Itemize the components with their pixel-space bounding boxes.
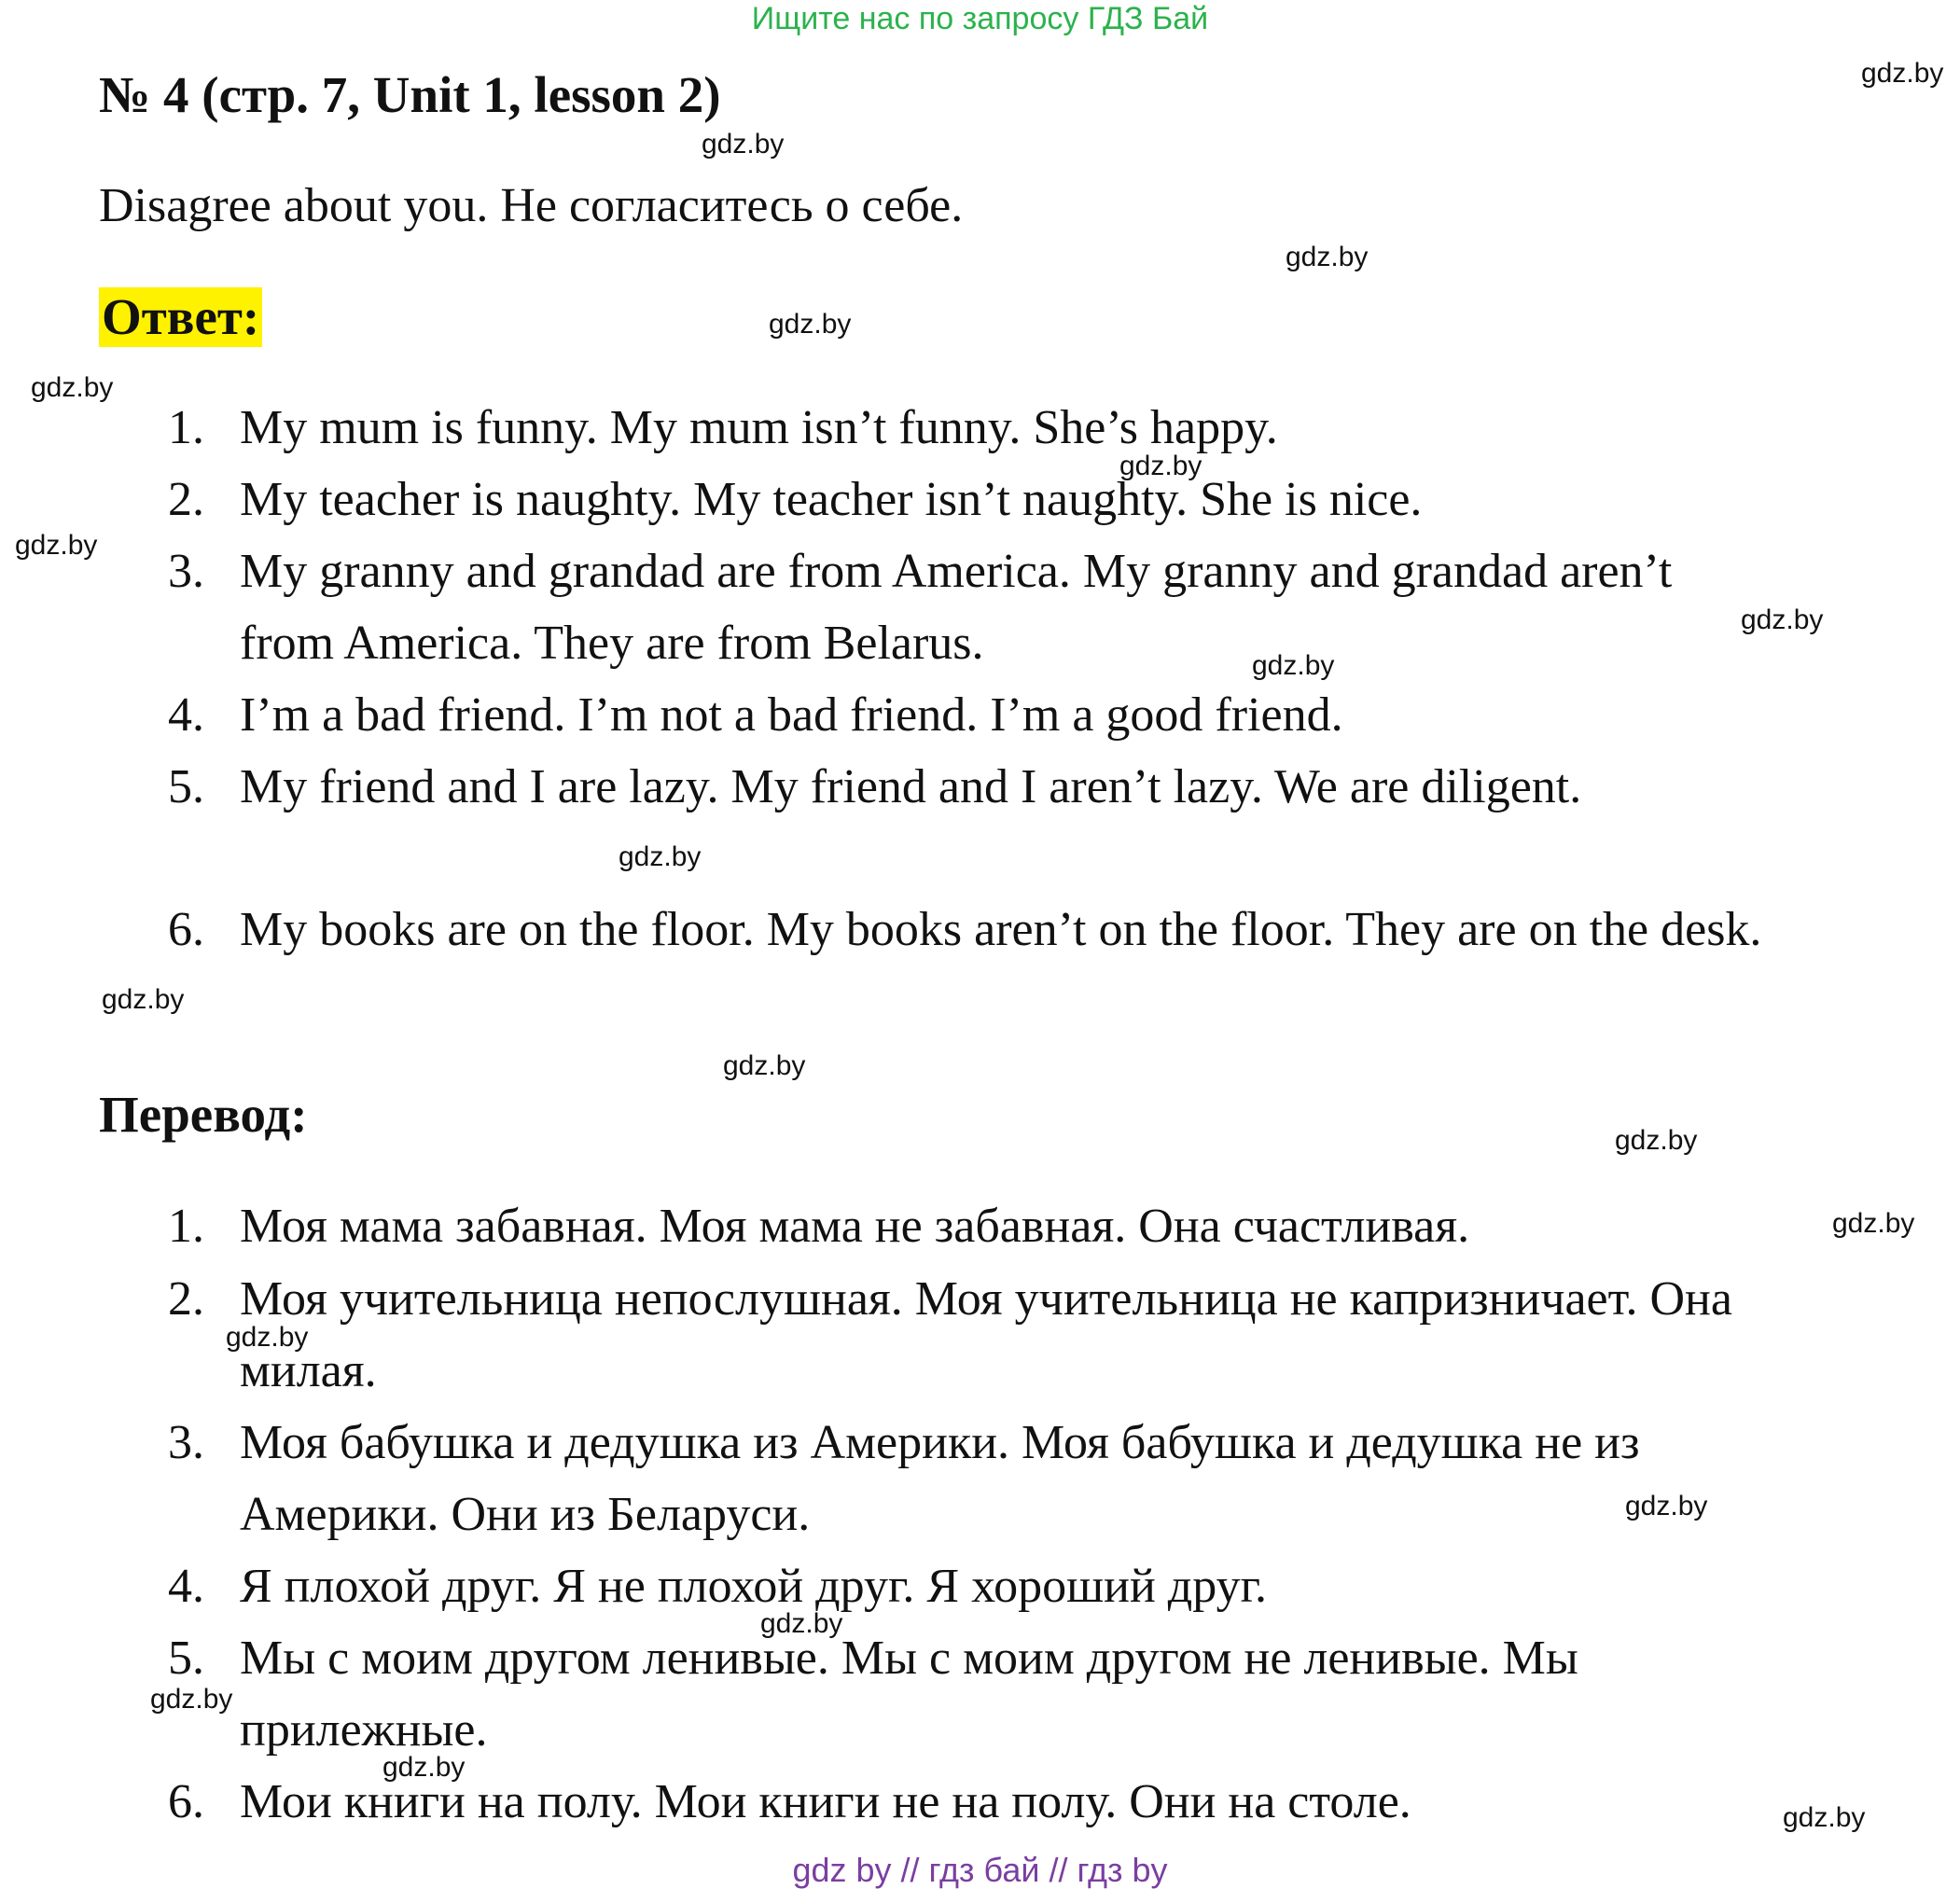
watermark: gdz.by [382, 1752, 466, 1783]
translation-text: Мы с моим другом ленивые. Мы с моим другом не ленивые. Мы прилежные. [240, 1632, 1578, 1757]
translation-text: Моя учительница непослушная. Моя учительница не капризничает. Она милая. [240, 1272, 1732, 1397]
exercise-title: № 4 (стр. 7, Unit 1, lesson 2) [99, 66, 721, 123]
answer-number: 3. [168, 545, 204, 598]
translation-text: Моя мама забавная. Моя мама не забавная. Она счастливая. [240, 1200, 1470, 1253]
answer-number: 5. [168, 760, 204, 813]
translation-item [168, 1550, 1772, 1622]
translation-number: 2. [168, 1272, 204, 1326]
watermark: gdz.by [1832, 1208, 1915, 1239]
translation-number: 4. [168, 1560, 204, 1613]
watermark: gdz.by [723, 1050, 806, 1081]
exercise-instruction: Disagree about you. Не согласитесь о себе. [99, 179, 964, 232]
answer-heading: Ответ: [99, 287, 262, 347]
translation-heading: Перевод: [99, 1086, 308, 1143]
answer-text: My books are on the floor. My books aren’t on the floor. They are on the desk. [240, 903, 1762, 956]
answer-item [168, 464, 1772, 535]
answer-number: 1. [168, 401, 204, 454]
translation-number: 1. [168, 1200, 204, 1253]
watermark: gdz.by [102, 984, 185, 1015]
watermark: gdz.by [760, 1608, 843, 1639]
answer-item [168, 679, 1772, 751]
answer-item [168, 751, 1772, 823]
watermark: gdz.by [1119, 451, 1202, 481]
answer-item [168, 894, 1772, 965]
watermark: gdz.by [702, 129, 785, 160]
answer-item [168, 535, 1772, 679]
translation-number: 5. [168, 1632, 204, 1685]
translation-item [168, 1622, 1772, 1766]
answer-number: 6. [168, 903, 204, 956]
answer-text: My mum is funny. My mum isn’t funny. She’s happy. [240, 401, 1278, 454]
watermark: gdz.by [15, 530, 98, 561]
watermark: gdz.by [619, 841, 702, 872]
watermark: gdz.by [226, 1322, 309, 1353]
watermark: gdz.by [1625, 1491, 1708, 1521]
watermark: gdz.by [1783, 1802, 1866, 1833]
translation-text: Я плохой друг. Я не плохой друг. Я хороший друг. [240, 1560, 1268, 1613]
answer-number: 4. [168, 688, 204, 742]
translation-number: 3. [168, 1416, 204, 1469]
watermark: gdz.by [1861, 58, 1944, 89]
translation-item [168, 1263, 1772, 1407]
watermark: gdz.by [1286, 242, 1369, 272]
answer-text: My teacher is naughty. My teacher isn’t naughty. She is nice. [240, 473, 1423, 526]
answer-text: My granny and grandad are from America. My granny and grandad aren’t from America. They are from Belarus. [240, 545, 1673, 670]
translation-item [168, 1407, 1772, 1550]
answer-item [168, 392, 1772, 464]
translation-item [168, 1190, 1772, 1262]
translation-text: Мои книги на полу. Мои книги не на полу. Они на столе. [240, 1775, 1411, 1828]
watermark: gdz.by [31, 372, 114, 403]
footer-links: gdz by // гдз бай // гдз by [792, 1851, 1168, 1889]
answer-text: I’m a bad friend. I’m not a bad friend. I’m a good friend. [240, 688, 1343, 742]
watermark: gdz.by [1741, 604, 1824, 635]
answer-number: 2. [168, 473, 204, 526]
watermark: gdz.by [1252, 650, 1335, 681]
answer-text: My friend and I are lazy. My friend and I aren’t lazy. We are diligent. [240, 760, 1582, 813]
top-banner: Ищите нас по запросу ГДЗ Бай [751, 1, 1209, 36]
translation-number: 6. [168, 1775, 204, 1828]
translation-text: Моя бабушка и дедушка из Америки. Моя бабушка и дедушка не из Америки. Они из Беларуси. [240, 1416, 1640, 1541]
watermark: gdz.by [1615, 1125, 1698, 1156]
watermark: gdz.by [150, 1684, 233, 1715]
watermark: gdz.by [769, 309, 852, 340]
